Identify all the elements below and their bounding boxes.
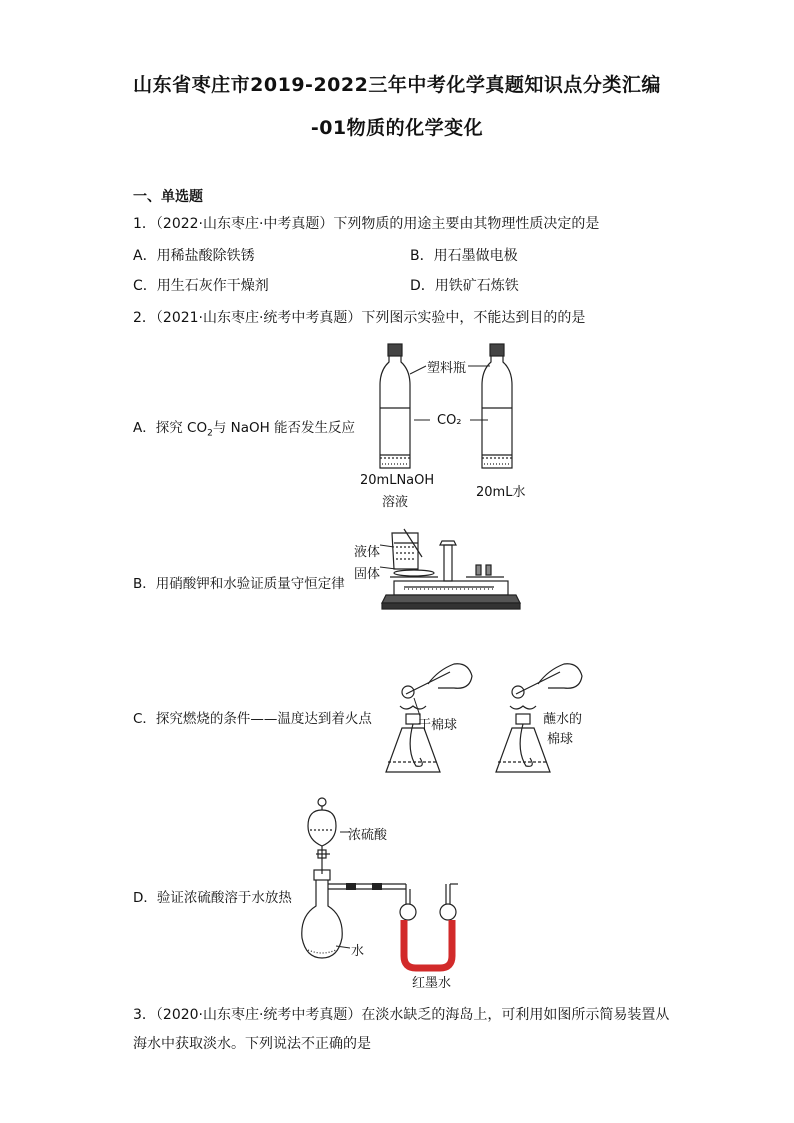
section-heading: 一、单选题 [133, 189, 203, 205]
label-liquid: 液体 [354, 545, 381, 560]
label-naoh-2: 溶液 [382, 495, 409, 510]
q2-option-c: C．探究燃烧的条件——温度达到着火点 [133, 711, 372, 727]
label-wet-cotton-1: 蘸水的 [543, 712, 583, 727]
q2-option-a-pre: A．探究 CO [133, 420, 208, 436]
q3-line2: 海水中获取淡水。下列说法不正确的是 [133, 1036, 371, 1052]
doc-title-line2: -01物质的化学变化 [310, 117, 484, 139]
q2-stem: 2．（2021·山东枣庄·统考中考真题）下列图示实验中，不能达到目的的是 [133, 310, 586, 326]
label-red-ink: 红墨水 [412, 976, 452, 991]
label-dry-cotton: 干棉球 [418, 718, 458, 733]
red-ink-u-tube [404, 920, 452, 968]
left-bottle [380, 344, 410, 468]
label-water: 水 [351, 944, 365, 959]
label-plastic-bottle: 塑料瓶 [427, 361, 467, 376]
q1-option-c: C．用生石灰作干燥剂 [133, 278, 269, 294]
q2-option-a-post: 与 NaOH 能否发生反应 [212, 420, 356, 436]
q3-line1: 3．（2020·山东枣庄·统考中考真题）在淡水缺乏的海岛上，可利用如图所示简易装置从 [133, 1007, 670, 1023]
label-water-20ml: 20mL水 [476, 485, 526, 500]
q2-option-b: B．用硝酸钾和水验证质量守恒定律 [133, 576, 345, 592]
q2-option-d: D．验证浓硫酸溶于水放热 [133, 890, 292, 906]
q1-option-b: B．用石墨做电极 [410, 248, 518, 264]
label-solid: 固体 [354, 567, 381, 582]
label-co2: CO₂ [437, 413, 462, 428]
doc-title-line1: 山东省枣庄市2019-2022三年中考化学真题知识点分类汇编 [133, 74, 661, 96]
q1-stem: 1．（2022·山东枣庄·中考真题）下列物质的用途主要由其物理性质决定的是 [133, 216, 600, 232]
q1-option-d: D．用铁矿石炼铁 [410, 278, 519, 294]
q2-option-a-sub: 2 [207, 428, 213, 439]
q2-option-a [133, 416, 355, 439]
right-bottle [482, 344, 512, 468]
balance-figure [384, 527, 544, 627]
label-conc-sulfuric-acid: 浓硫酸 [348, 828, 388, 843]
label-naoh-1: 20mLNaOH [360, 473, 435, 488]
label-wet-cotton-2: 棉球 [547, 732, 574, 747]
q1-option-a: A．用稀盐酸除铁锈 [133, 248, 255, 264]
